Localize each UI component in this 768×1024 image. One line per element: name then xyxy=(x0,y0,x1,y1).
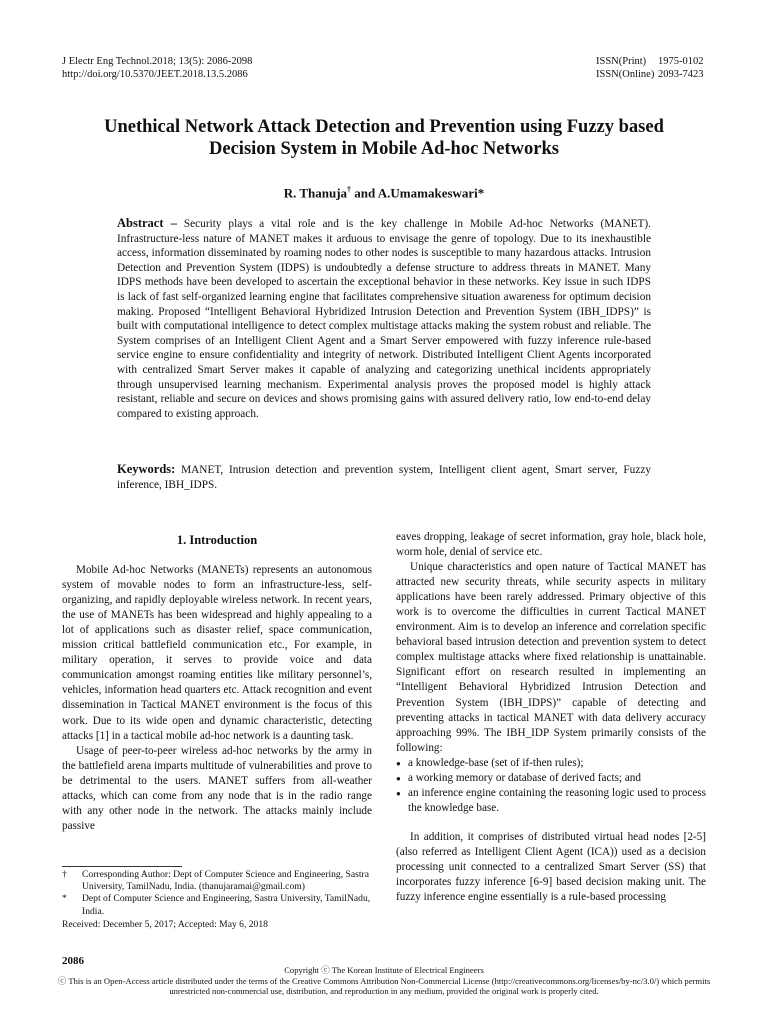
author-1-mark: † xyxy=(347,185,352,194)
section-heading-introduction: 1. Introduction xyxy=(176,533,258,547)
issn-block xyxy=(596,55,704,81)
issn-online-label: ISSN(Online) xyxy=(596,69,655,80)
footnote-mark: † xyxy=(62,869,67,880)
footnote-corresponding-author xyxy=(62,869,372,893)
author-joiner: and xyxy=(351,185,378,201)
author-2: A.Umamakeswari* xyxy=(377,185,485,201)
footnote-text: Corresponding Author: Dept of Computer Science and Engineering, Sastra University, TamilNadu, India. (thanujaramai@gmail.com) xyxy=(82,869,369,893)
author-line xyxy=(40,185,728,201)
issn-print-label: ISSN(Print) xyxy=(596,56,647,67)
issn-print-row xyxy=(596,55,704,68)
issn-print-value: 1975-0102 xyxy=(658,56,704,67)
paper-title xyxy=(40,116,728,160)
footnotes xyxy=(62,869,372,931)
received-dates: Received: December 5, 2017; Accepted: May 6, 2018 xyxy=(62,918,268,930)
keywords-label: Keywords: xyxy=(117,462,176,476)
license-line: ⓒ This is an Open-Access article distributed under the terms of the Creative Commons Attribution Non-Commercial License (http://creativecommons.org/licenses/by-nc/3.0/) which permits unrestricted non-commercial use, distribution, and reproduction in any medium, provided the original work is properly cited. xyxy=(57,975,711,997)
copyright-line: Copyright ⓒ The Korean Institute of Electrical Engineers xyxy=(284,965,484,975)
title-line-1: Unethical Network Attack Detection and Prevention using Fuzzy based xyxy=(104,117,664,137)
list-item: ● an inference engine containing the reasoning logic used to process the knowledge base. xyxy=(396,786,706,816)
issn-online-value: 2093-7423 xyxy=(658,69,704,80)
doi-link[interactable]: http://doi.org/10.5370/JEET.2018.13.5.2086 xyxy=(62,69,248,80)
journal-header xyxy=(62,55,252,81)
footnote-affiliation xyxy=(62,893,372,917)
abstract-label: Abstract – xyxy=(117,216,177,230)
intro-paragraph-5: In addition, it comprises of distributed virtual head nodes [2-5] (also referred as Intelligent Client Agent (ICA)) used as a decision processing unit connected to a centralized Smart Server (SS) that incorporates fuzzy inference [6-9] based decision making unit. The fuzzy inference engine essentially is a rule-based processing xyxy=(396,830,706,904)
intro-paragraph-2: Usage of peer-to-peer wireless ad-hoc networks by the army in the battlefield arena imparts multitude of vulnerabilities and prove to be detrimental to the users. MANET suffers from all-weather attacks, which can come from any node that is in the radio range with any other node in the network. The attacks mainly include passive xyxy=(62,744,372,832)
author-1: R. Thanuja xyxy=(283,185,348,201)
page-number: 2086 xyxy=(62,955,84,967)
intro-paragraph-4: Unique characteristics and open nature of Tactical MANET has attracted new security threats, while security aspects in military applications have been rarely addressed. Primary objective of this work is to overcome the difficulties in current Tactical MANET environment. Aim is to develop an inference and correlation specific behavioral based intrusion detection and prevention system to detect complex multistage attacks where fixed relationship is unattainable. Significant effort on research resulted in implementing an “Intelligent Behavioral Hybridized Intrusion Detection and Prevention System (IBH_IDPS)” capable of detecting and preventing attacks in tactical MANET with data delivery accuracy approaching 99%. The IBH_IDP System primarily consists of the following: xyxy=(396,561,706,754)
list-item: ● a working memory or database of derived facts; and xyxy=(396,771,706,786)
left-column xyxy=(62,530,372,834)
intro-paragraph-3: eaves dropping, leakage of secret information, gray hole, black hole, worm hole, denial of service etc. xyxy=(396,531,706,559)
list-item: ● a knowledge-base (set of if-then rules); xyxy=(396,756,706,771)
journal-citation: J Electr Eng Technol.2018; 13(5): 2086-2098 xyxy=(62,56,253,67)
intro-paragraph-1: Mobile Ad-hoc Networks (MANETs) represents an autonomous system of movable nodes to form an infrastructure-less, self-organizing, and rapidly deployable wireless network. In recent years, the use of MANETs has been widespread and highly appealing to a lot of applications such as disaster relief, space communication, mission critical battlefield communication etc., For example, in military operation, it serves to provide voice and data communication amongst roaming entities like military personnel’s, vehicles, information head quarters etc. Attack recognition and event dissemination in Tactical MANET environment is the focus of this work. Due to its wide open and dynamic characteristic, detecting attacks [1] in a tactical mobile ad-hoc network is a daunting task. xyxy=(62,564,372,742)
issn-online-row xyxy=(596,68,704,81)
footnote-divider xyxy=(62,866,182,867)
component-list xyxy=(396,756,706,816)
abstract xyxy=(117,216,651,421)
abstract-text: Security plays a vital role and is the key challenge in Mobile Ad-hoc Networks (MANET). Infrastructure-less nature of MANET makes it arduous to envisage the genre of topology. Due to its inexhaustible access, information disseminated by roaming nodes to other nodes is susceptible to many hazardous attacks. Intrusion Detection and Prevention System (IDPS) is undoubtedly a defense structure to address threats in MANET. Many IDPS methods have been developed to ascertain the exceptional behavior in these networks. Key issue in such IDPS is lack of fast self-organized learning engine that facilitates comprehensive situation awareness for optimum decision making. Proposed “Intelligent Behavioral Hybridized Intrusion Detection and Prevention System (IBH_IDPS)” is built with computational intelligence to detect complex multistage attacks making the system robust and reliable. The System comprises of an Intelligent Client Agent and a Smart Server empowered with fuzzy inference rule-based service engine to ensure confidentiality and integrity of network. Distributed Intelligent Client Agents incorporated with centralized Smart Server makes it capable of analyzing and categorizing unethical incidents appropriately through unsupervised learning mechanism. Experimental analysis proves the proposed model is highly attack resistant, reliable and secure on devices and shows promising gains with assured delivery ratio, low end-to-end delay compared to existing approach. xyxy=(117,218,651,420)
right-column xyxy=(396,530,706,905)
footnote-mark: * xyxy=(62,893,67,905)
footnote-text: Dept of Computer Science and Engineering, Sastra University, TamilNadu, India. xyxy=(82,893,371,917)
keywords-text: MANET, Intrusion detection and prevention system, Intelligent client agent, Smart server, Fuzzy inference, IBH_IDPS. xyxy=(117,464,651,491)
title-line-2: Decision System in Mobile Ad-hoc Networks xyxy=(209,139,559,159)
keywords xyxy=(117,462,651,493)
page-footer xyxy=(40,965,728,997)
